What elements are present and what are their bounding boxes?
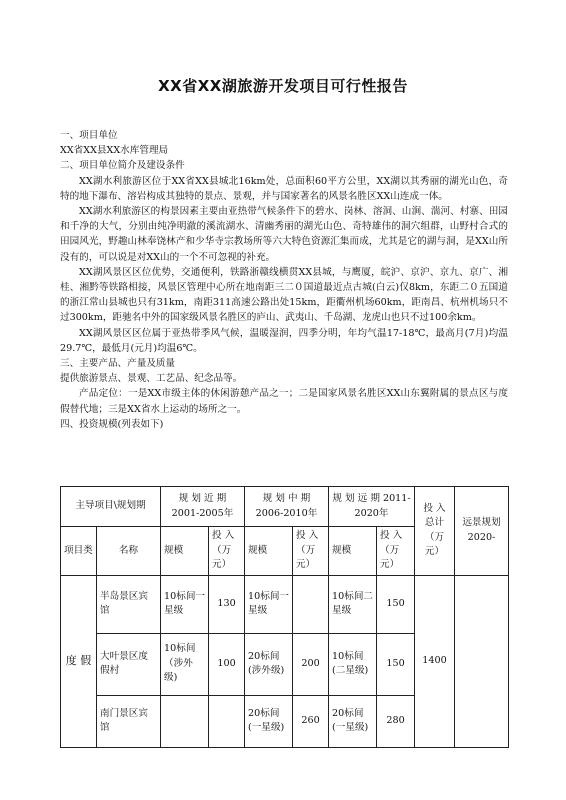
row-near-scale: 10标间（涉外级) [161,633,209,695]
table-row [61,575,509,633]
header-distant: 远景规划 2020- [455,487,509,576]
section-3-line: 提供旅游景点、景观、工艺品、纪念品等。 [60,373,243,385]
row-name: 大叶景区度假村 [97,633,161,695]
table-header-row [61,487,509,527]
paragraph-4: XX湖风景区区位属于亚热带季风气候，温暖湿润，四季分明，年均气温17-18℃，最高月(7月)均温29.7℃，最低月(元月)均温6℃。 [60,327,508,354]
total-value: 1400 [415,575,455,747]
distant-plan-cell [455,575,509,747]
row-far-invest: 150 [377,633,415,695]
header-mid: 规 划 中 期 2006-2010年 [245,487,329,527]
col-near-scale: 规模 [161,527,209,576]
header-total: 投 入 总计 （万元） [415,487,455,576]
row-name: 半岛景区宾馆 [97,575,161,633]
col-mid-invest: 投 入（万元） [293,527,329,576]
category-cell: 度 假 [61,575,97,747]
paragraph-1: XX湖水利旅游区位于XX省XX县城北16km处，总面积60平方公里，XX湖以其秀丽的湖光山色，奇特的地下瀑布、溶岩构成其独特的景点、景观，并与国家著名的风景名胜区XX山连成一体。 [60,175,508,202]
section-1-heading: 一、项目单位 [60,130,118,141]
row-far-scale: 20标间(一星级) [329,695,377,747]
document-title: XX省XX湖旅游开发项目可行性报告 [158,77,408,95]
section-3-heading: 三、主要产品、产量及质量 [60,358,176,370]
col-name: 名称 [97,527,161,576]
col-near-invest: 投 入（万元） [209,527,245,576]
row-mid-invest [293,575,329,633]
col-far-scale: 规模 [329,527,377,576]
row-mid-invest: 260 [293,695,329,747]
col-mid-scale: 规模 [245,527,293,576]
row-mid-invest: 200 [293,633,329,695]
header-near: 规 划 近 期 2001-2005年 [161,487,245,527]
header-main: 主导项目\规划期 [61,487,161,527]
row-far-scale: 10标间(二星级) [329,633,377,695]
paragraph-2: XX湖水利旅游区的构景因素主要由亚热带气候条件下的碧水、岗林、溶洞、山涧、湍河、村寨、田园和千净的大气，分别由纯净明澈的溪流湖水、清幽秀丽的湖光山色、奇特雄伟的洞穴组群，山野村合式的田园风光，野趣山林奉饶林产和少华寺宗教场所等六大特色资源汇集而成，尤其是它的湖与洞，是XX山所没有的，可以说是对XX山的一个不可忽视的补充。 [60,206,508,263]
row-mid-scale: 20标间(一星级) [245,695,293,747]
paragraph-3: XX湖风景区区位优势，交通便利，铁路浙赣线横贯XX县城，与鹰厦，皖沪、京沪、京九、京广、湘桂、湘黔等铁路相接，风景区管理中心所在地南距三二０国道最近点古城(白云)仅8km，东距二０五国道的浙江常山县城也只有31km，南距311高速公路出处15km，距衢州机场60km，距南昌、杭州机场只不过300km，距驰名中外的国家级风景名胜区的庐山、武夷山、千岛湖、龙虎山也只不过100余km。 [60,266,508,324]
row-far-scale: 10标间二星级 [329,575,377,633]
investment-table [60,486,509,748]
row-far-invest: 150 [377,575,415,633]
row-mid-scale: 20标间(涉外级) [245,633,293,695]
row-near-scale: 10标间一星级 [161,575,209,633]
row-name: 南门景区宾馆 [97,695,161,747]
row-far-invest: 280 [377,695,415,747]
col-far-invest: 投 入（万元） [377,527,415,576]
header-far: 规 划 远 期 2011-2020年 [329,487,415,527]
document-body [60,128,508,432]
section-1-body: XX省XX县XX水库管理局 [60,145,169,157]
row-near-scale [161,695,209,747]
col-category: 项目类 [61,527,97,576]
row-near-invest [209,695,245,747]
row-near-invest: 100 [209,633,245,695]
row-mid-scale: 10标间一星级 [245,575,293,633]
paragraph-5: 产品定位：一是XX市级主体的休闲游憩产品之一；二是国家风景名胜区XX山东翼附属的景点区与度假替代地；三是XX省水上运动的场所之一。 [60,388,508,415]
section-4-heading: 四、投资规模(列表如下) [60,418,164,430]
section-2-heading: 二、项目单位简介及建设条件 [60,160,185,172]
row-near-invest: 130 [209,575,245,633]
